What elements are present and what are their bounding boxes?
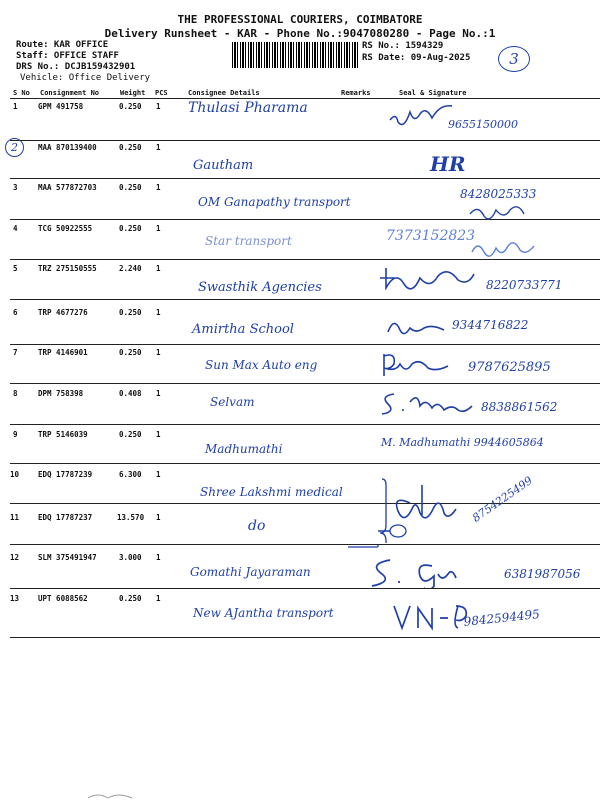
row-consignment: TCG 50922555	[38, 224, 93, 233]
row-consignee: New AJantha transport	[193, 606, 334, 620]
row-consignee: Swasthik Agencies	[198, 280, 322, 295]
row-sno: 5	[13, 264, 18, 273]
row-sno: 11	[10, 513, 20, 522]
signature-image	[380, 390, 480, 416]
row-phone: 6381987056	[504, 567, 581, 581]
row-consignee: Shree Lakshmi medical	[200, 485, 343, 499]
row-pcs: 1	[156, 308, 161, 317]
row-divider	[10, 344, 600, 345]
row-sno: 13	[10, 594, 20, 603]
row-pcs: 1	[156, 264, 161, 273]
row-divider	[10, 299, 600, 300]
drs-label: DRS No.:	[16, 62, 60, 72]
page-mark-circle	[498, 46, 530, 72]
row-weight: 2.240	[119, 264, 142, 273]
col-header-sno: S No	[13, 89, 30, 97]
row-divider	[10, 178, 600, 179]
row-consignment: MAA 870139400	[38, 143, 97, 152]
row-consignee: Gautham	[193, 158, 254, 173]
col-header-details: Consignee Details	[188, 89, 260, 97]
route-label: Route: KAR OFFICE	[16, 40, 109, 50]
row-divider	[10, 463, 600, 464]
row-weight: 0.250	[119, 183, 142, 192]
row-pcs: 1	[156, 513, 161, 522]
footer-scribble-image	[86, 792, 136, 800]
row-weight: 0.250	[119, 430, 142, 439]
vehicle-label: Vehicle: Office Delivery	[20, 73, 151, 83]
row-phone: 7373152823	[386, 228, 476, 244]
row-pcs: 1	[156, 430, 161, 439]
row-sno: 1	[13, 102, 18, 111]
row-consignee: Sun Max Auto eng	[205, 358, 318, 372]
row-weight: 0.250	[119, 102, 142, 111]
row-pcs: 1	[156, 470, 161, 479]
row-consignee: Selvam	[210, 395, 255, 409]
row-consignment: UPT 6088562	[38, 594, 88, 603]
row-phone: 9344716822	[452, 318, 529, 332]
row-consignee: Madhumathi	[205, 442, 283, 456]
row-phone: 9655150000	[448, 118, 518, 131]
row-consignee: Star transport	[205, 234, 292, 248]
barcode-image	[232, 42, 360, 68]
row-divider	[10, 588, 600, 589]
row-sno: 7	[13, 348, 18, 357]
staff-label: Staff: OFFICE STAFF	[16, 51, 119, 61]
rs-date: RS Date: 09-Aug-2025	[362, 53, 471, 63]
row-consignment: DPM 758398	[38, 389, 84, 398]
signature-image	[368, 556, 504, 588]
row-pcs: 1	[156, 389, 161, 398]
row-weight: 6.300	[119, 470, 142, 479]
row-consignment: TRZ 275150555	[38, 264, 97, 273]
row-pcs: 1	[156, 143, 161, 152]
row-consignee: OM Ganapathy transport	[198, 195, 351, 209]
row-divider	[10, 503, 600, 504]
row-weight: 0.250	[119, 594, 142, 603]
row-sno: 6	[13, 308, 18, 317]
drs-value: DCJB159432901	[64, 62, 136, 72]
document-subtitle: Delivery Runsheet - KAR - Phone No.:9047080280 - Page No.:1	[104, 27, 496, 40]
row-weight: 0.250	[119, 348, 142, 357]
row-weight: 0.408	[119, 389, 142, 398]
signature-image	[390, 600, 470, 634]
row-divider	[10, 637, 600, 638]
col-header-pcs: PCS	[155, 89, 168, 97]
signature-image	[468, 202, 538, 222]
row-pcs: 1	[156, 348, 161, 357]
signature-image	[470, 238, 540, 260]
row-consignee: Amirtha School	[192, 322, 294, 337]
col-header-seal: Seal & Signature	[399, 89, 467, 97]
row-pcs: 1	[156, 594, 161, 603]
row-divider	[10, 424, 600, 425]
row-consignment: EDQ 17787239	[38, 470, 93, 479]
signature-image	[384, 314, 448, 340]
row-consignee: Gomathi Jayaraman	[190, 565, 311, 579]
signature-image	[380, 350, 460, 380]
row-consignment: TRP 4677276	[38, 308, 88, 317]
row-divider	[10, 383, 600, 384]
col-header-consignment: Consignment No	[40, 89, 100, 97]
signature-image	[378, 264, 490, 290]
row-sno: 8	[13, 389, 18, 398]
row-consignment: EDQ 17787237	[38, 513, 93, 522]
page-mark-text: 3	[509, 50, 519, 68]
row-phone: 9842594495	[463, 607, 541, 629]
row-phone: 8838861562	[481, 400, 558, 414]
row-weight: 3.000	[119, 553, 142, 562]
row-weight: 0.250	[119, 224, 142, 233]
row-consignment: SLM 375491947	[38, 553, 97, 562]
row-weight: 0.250	[119, 308, 142, 317]
document-title: THE PROFESSIONAL COURIERS, COIMBATORE	[177, 13, 423, 26]
col-header-weight: Weight	[120, 89, 146, 97]
bracket-signature-image	[340, 475, 470, 555]
row-consignment: MAA 577872703	[38, 183, 97, 192]
row-sno: 9	[13, 430, 18, 439]
row-phone: 8428025333	[460, 187, 537, 201]
row-mark-circle	[5, 138, 24, 157]
row-phone: 9787625895	[468, 360, 551, 375]
row-pcs: 1	[156, 102, 161, 111]
row-consignment: GPM 491758	[38, 102, 84, 111]
row-consignment: TRP 5146039	[38, 430, 88, 439]
row-phone: 8754225499	[470, 473, 535, 525]
drs-number	[16, 62, 135, 72]
row-sno: 12	[10, 553, 20, 562]
row-phone: M. Madhumathi 9944605864	[381, 436, 544, 449]
row-pcs: 1	[156, 553, 161, 562]
row-sno: 3	[13, 183, 18, 192]
row-consignment: TRP 4146901	[38, 348, 88, 357]
row-divider	[10, 140, 600, 141]
row-divider	[10, 544, 600, 545]
signature-image	[388, 102, 468, 136]
row-signature-initials: HR	[430, 152, 466, 176]
col-header-remarks: Remarks	[341, 89, 371, 97]
row-pcs: 1	[156, 224, 161, 233]
row-consignee: do	[248, 518, 266, 534]
header-rule	[10, 98, 600, 99]
row-sno: 10	[10, 470, 20, 479]
row-weight: 0.250	[119, 143, 142, 152]
row-mark-text: 2	[11, 141, 18, 154]
row-sno: 4	[13, 224, 18, 233]
row-weight: 13.570	[117, 513, 145, 522]
row-consignee: Thulasi Pharama	[188, 100, 308, 116]
rs-number: RS No.: 1594329	[362, 41, 444, 51]
row-phone: 8220733771	[486, 278, 563, 292]
row-pcs: 1	[156, 183, 161, 192]
